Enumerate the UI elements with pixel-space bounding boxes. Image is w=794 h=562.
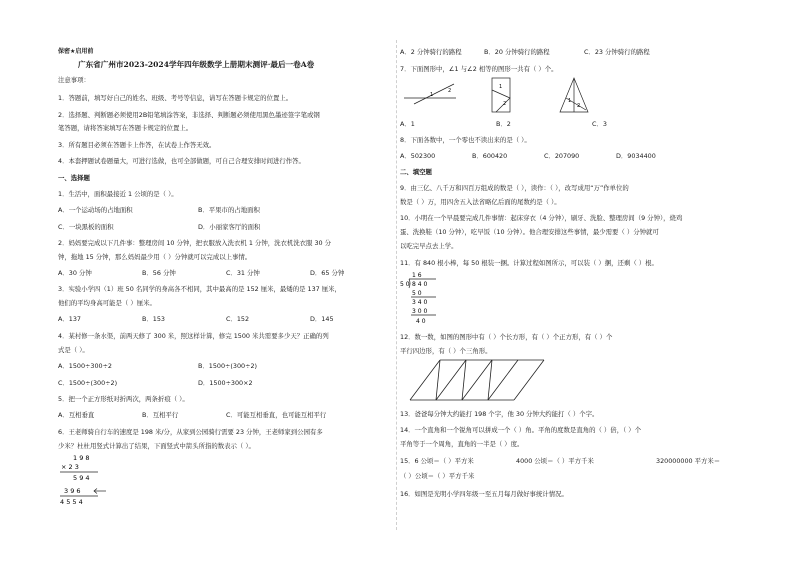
svg-text:1: 1 [430,92,434,98]
angle-figure-rectangle [492,78,510,112]
option-c[interactable]: C．一块黑板的面积 [58,223,114,231]
section-heading: 一、选择题 [58,174,90,182]
question-text: 2．妈妈要完成以下几件事：整理房间 10 分钟，把衣服放入洗衣机 1 分钟，洗衣机洗衣服 30 分 [58,239,332,247]
question-text: 10．小明在一个早晨要完成几件事情：起床穿衣（4 分钟），刷牙、洗脸、整理房间（9 分钟），烧鸡 [400,214,683,222]
question-text: 式是（ ）。 [58,346,89,354]
option-c[interactable]: C．31 分钟 [226,269,260,277]
question-text: 钟，拖地 15 分钟，那么妈妈最少用（ ）分钟就可以完成以上事情。 [58,253,252,261]
notice-item: 4．本套押题试卷题量大，可进行选做，也可全部做题，可自己合理安排时间进行作答。 [58,157,305,165]
question-text: 320000000 平方米＝ [656,457,721,465]
svg-text:2: 2 [503,101,507,107]
question-text: 4．某村修一条水渠，前两天修了 300 米，照这样计算，修完 1500 米共需要多少天？正确的列 [58,332,329,340]
calc-row: 5 0 [412,290,422,297]
option-c[interactable]: C．207090 [544,152,580,160]
option-b[interactable]: B．153 [142,315,165,323]
question-text: 16．如图是光明小学四年级一至五月每月做好事统计情况。 [400,490,568,498]
calc-row: 3 0 0 [412,308,428,315]
option-d[interactable]: D．145 [310,315,334,323]
option-b[interactable]: B．互相平行 [142,411,179,419]
column-divider [396,40,397,530]
option-b[interactable]: B．2 [496,120,511,128]
angle-figure-triangle [560,78,588,112]
notice-item: 1．答题前，填写好自己的姓名、班级、考号等信息，请写在答题卡规定的位置上。 [58,94,293,102]
question-text: 5．把一个正方形纸对折两次，两条折痕（ ）。 [58,395,189,403]
option-b[interactable]: B．1500÷(300÷2) [198,362,257,370]
secret-label: 保密★启用前 [58,48,94,55]
notice-item: 笔答题，请将答案填写在答题卡规定的位置上。 [58,124,193,132]
question-text: 1．生活中，面积最接近 1 公顷的是（ ）。 [58,190,178,198]
option-b[interactable]: B．600420 [472,152,508,160]
notice-heading: 注意事项： [58,76,90,84]
option-a[interactable]: A．1500÷300÷2 [58,362,112,370]
question-text: 7．下面图形中，∠1 与∠2 相等的图形一共有（ ）个。 [400,65,558,73]
option-a[interactable]: A．502300 [400,152,436,160]
question-text: （ ）公顷＝（ ）平方千米 [400,472,475,480]
calc-row: 1 9 8 [73,454,90,462]
question-text: 14．一个直角和一个锐角可以拼成一个（ ）角。平角的度数是直角的（ ）倍，（ ）个 [400,426,642,434]
option-a[interactable]: A．1 [400,120,415,128]
section-heading: 二、填空题 [400,168,432,176]
option-c[interactable]: C．152 [226,315,250,323]
remainder: 4 0 [416,318,426,325]
question-text: 以吃完早点去上学。 [400,242,458,250]
svg-text:1: 1 [568,98,572,104]
option-a[interactable]: A．137 [58,315,81,323]
question-text: 4000 公顷＝（ ）平方千米 [516,457,594,465]
option-a[interactable]: A．互相垂直 [58,411,95,419]
calc-row: 3 4 0 [412,299,428,306]
question-text: 8．下面各数中，一个零也不读出来的是（ ）。 [400,136,531,144]
option-d[interactable]: D．1500÷300×2 [198,379,253,387]
option-b[interactable]: B．20 分钟骑行的路程 [484,48,550,56]
question-text: 9．由三亿、八千万和四百万组成的数是（ ），读作：（ ），改写成用“万”作单位的 [400,184,629,192]
option-a[interactable]: A．30 分钟 [58,269,92,277]
question-text: 平行四边形，有（ ）个三角形。 [400,347,492,355]
question-text: 平角等于一个周角，直角的一半是（ ）度。 [400,440,524,448]
question-text: 6．王老师骑自行车的速度是 198 米/分，从家到公园骑行需要 23 分钟，王老师家到公园有多 [58,428,323,436]
angle-figure-lines [404,84,456,104]
angle-figures [400,74,610,119]
option-c[interactable]: C．23 分钟骑行的路程 [584,48,650,56]
page-title: 广东省广州市2023-2024学年四年级数学上册期末测评·最后一卷A卷 [78,60,315,69]
svg-text:2: 2 [448,88,452,94]
parallelogram-figure [400,356,550,408]
option-c[interactable]: C．1500÷(300÷2) [58,379,118,387]
question-text: 12．数一数，如图的图形中有（ ）个长方形，有（ ）个正方形，有（ ）个 [400,333,613,341]
option-a[interactable]: A．一个运动场的占地面积 [58,206,133,214]
division-figure [400,270,460,332]
question-text: 11．有 840 根小棒，每 50 根装一捆。计算过程如图所示，可以装（ ）捆，还剩（ ）根。 [400,259,658,267]
option-d[interactable]: D．65 分钟 [310,269,345,277]
multiplication-figure [58,452,128,512]
dividend: 8 4 0 [412,281,428,288]
question-text: 他们的平均身高可能是（ ）厘米。 [58,299,156,307]
arrow-icon [94,489,106,494]
question-text: 少米？杜杜用竖式计算出了结果，下面竖式中箭头所指的数表示（ ）。 [58,442,255,450]
notice-item: 3．所有题目必须在答题卡上作答，在试卷上作答无效。 [58,141,216,149]
option-d[interactable]: D．9034400 [616,152,656,160]
question-text: 3．实验小学四（1）班 50 名同学的身高各不相同，其中最高的是 152 厘米，最矮的是 137 厘米， [58,285,341,293]
question-text: 数是（ ）万，用四舍五入法省略亿后面的尾数约是（ ）。 [400,198,561,206]
notice-item: 2．选择题、判断题必须使用2B铅笔填涂答案，非选择、判断题必须使用黑色墨迹签字笔或钢 [58,111,320,119]
option-a[interactable]: A．2 分钟骑行的路程 [400,48,462,56]
divisor: 5 0 [400,281,410,288]
option-b[interactable]: B．56 分钟 [142,269,176,277]
option-b[interactable]: B．平果市的占地面积 [198,206,260,214]
option-c[interactable]: C．3 [592,120,607,128]
question-text: 13．爸爸每分钟大约能打 198 个字，他 30 分钟大约能打（ ）个字。 [400,410,599,418]
question-text: 蛋、洗换鞋（10 分钟），吃早饭（10 分钟）。他合理安排这些事情，最少需要（ ）分钟就可 [400,228,659,236]
option-d[interactable]: D．小丽家客厅的面积 [198,223,261,231]
calc-row: 5 9 4 [73,474,90,482]
calc-row: 4 5 5 4 [60,498,83,506]
calc-row: 3 9 6 [64,487,81,495]
question-text: 15．6 公顷＝（ ）平方米 [400,457,474,465]
option-c[interactable]: C．可能互相垂直，也可能互相平行 [226,411,327,419]
quotient: 1 6 [412,272,422,279]
svg-text:1: 1 [499,84,503,90]
svg-text:2: 2 [577,103,581,109]
calc-row: × 2 3 [61,463,79,471]
